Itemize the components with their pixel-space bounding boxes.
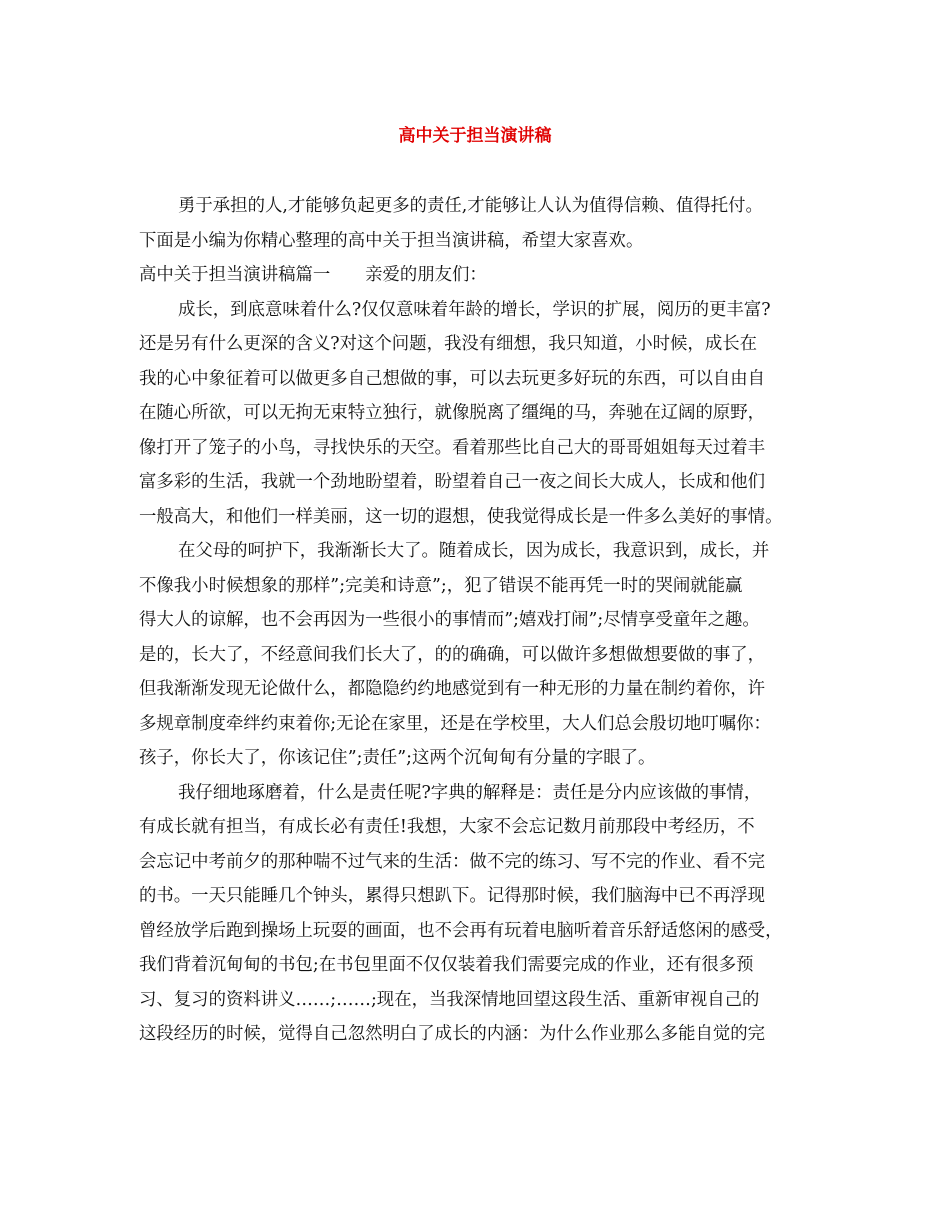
paragraph-line: 我们背着沉甸甸的书包;在书包里面不仅仅装着我们需要完成的作业，还有很多预	[139, 955, 754, 975]
paragraph-line: 但我渐渐发现无论做什么，都隐隐约约地感觉到有一种无形的力量在制约着你，许	[139, 679, 766, 699]
paragraph-line: 会忘记中考前夕的那种喘不过气来的生活：做不完的练习、写不完的作业、看不完	[139, 852, 766, 872]
paragraph-line: 这段经历的时候，觉得自己忽然明白了成长的内涵：为什么作业那么多能自觉的完	[139, 1024, 766, 1044]
paragraph-line: 我仔细地琢磨着，什么是责任呢?字典的解释是：责任是分内应该做的事情，	[178, 783, 762, 803]
paragraph-line: 孩子，你长大了，你该记住”;责任”;这两个沉甸甸有分量的字眼了。	[139, 748, 656, 768]
paragraph-line: 在随心所欲，可以无拘无束特立独行，就像脱离了缰绳的马，奔驰在辽阔的原野，	[139, 403, 766, 423]
paragraph-line: 不像我小时候想象的那样”;完美和诗意”;，犯了错误不能再凭一时的哭闹就能赢	[139, 576, 743, 596]
paragraph-line: 在父母的呵护下，我渐渐长大了。随着成长，因为成长，我意识到，成长，并	[178, 541, 770, 561]
paragraph-line: 富多彩的生活，我就一个劲地盼望着，盼望着自己一夜之间长大成人，长成和他们	[139, 472, 766, 492]
paragraph-line: 还是另有什么更深的含义?对这个问题，我没有细想，我只知道，小时候，成长在	[139, 334, 757, 354]
paragraph-line: 一般高大，和他们一样美丽，这一切的遐想，使我觉得成长是一件多么美好的事情。	[139, 507, 783, 527]
paragraph-line: 成长，到底意味着什么?仅仅意味着年龄的增长，学识的扩展，阅历的更丰富?	[178, 300, 771, 320]
paragraph-line: 勇于承担的人,才能够负起更多的责任,才能够让人认为值得信赖、值得托付。	[178, 196, 763, 216]
paragraph-line: 是的，长大了，不经意间我们长大了，的的确确，可以做许多想做想要做的事了，	[139, 645, 766, 665]
paragraph-line: 的书。一天只能睡几个钟头，累得只想趴下。记得那时候，我们脑海中已不再浮现	[139, 886, 766, 906]
paragraph-line: 下面是小编为你精心整理的高中关于担当演讲稿，希望大家喜欢。	[139, 231, 644, 251]
document-title: 高中关于担当演讲稿	[398, 126, 552, 146]
paragraph-line: 曾经放学后跑到操场上玩耍的画面，也不会再有玩着电脑听着音乐舒适悠闲的感受，	[139, 921, 783, 941]
paragraph-line: 高中关于担当演讲稿篇一 亲爱的朋友们：	[139, 265, 487, 285]
paragraph-line: 多规章制度牵绊约束着你;无论在家里，还是在学校里，大人们总会殷切地叮嘱你：	[139, 714, 771, 734]
paragraph-line: 我的心中象征着可以做更多自己想做的事，可以去玩更多好玩的东西，可以自由自	[139, 369, 766, 389]
paragraph-line: 得大人的谅解，也不会再因为一些很小的事情而”;嬉戏打闹”;尽情享受童年之趣。	[139, 610, 760, 630]
paragraph-line: 有成长就有担当，有成长必有责任!我想，大家不会忘记数月前那段中考经历，不	[139, 817, 755, 837]
paragraph-line: 像打开了笼子的小鸟，寻找快乐的天空。看着那些比自己大的哥哥姐姐每天过着丰	[139, 438, 766, 458]
paragraph-line: 习、复习的资料讲义……;……;现在，当我深情地回望这段生活、重新审视自己的	[139, 990, 760, 1010]
